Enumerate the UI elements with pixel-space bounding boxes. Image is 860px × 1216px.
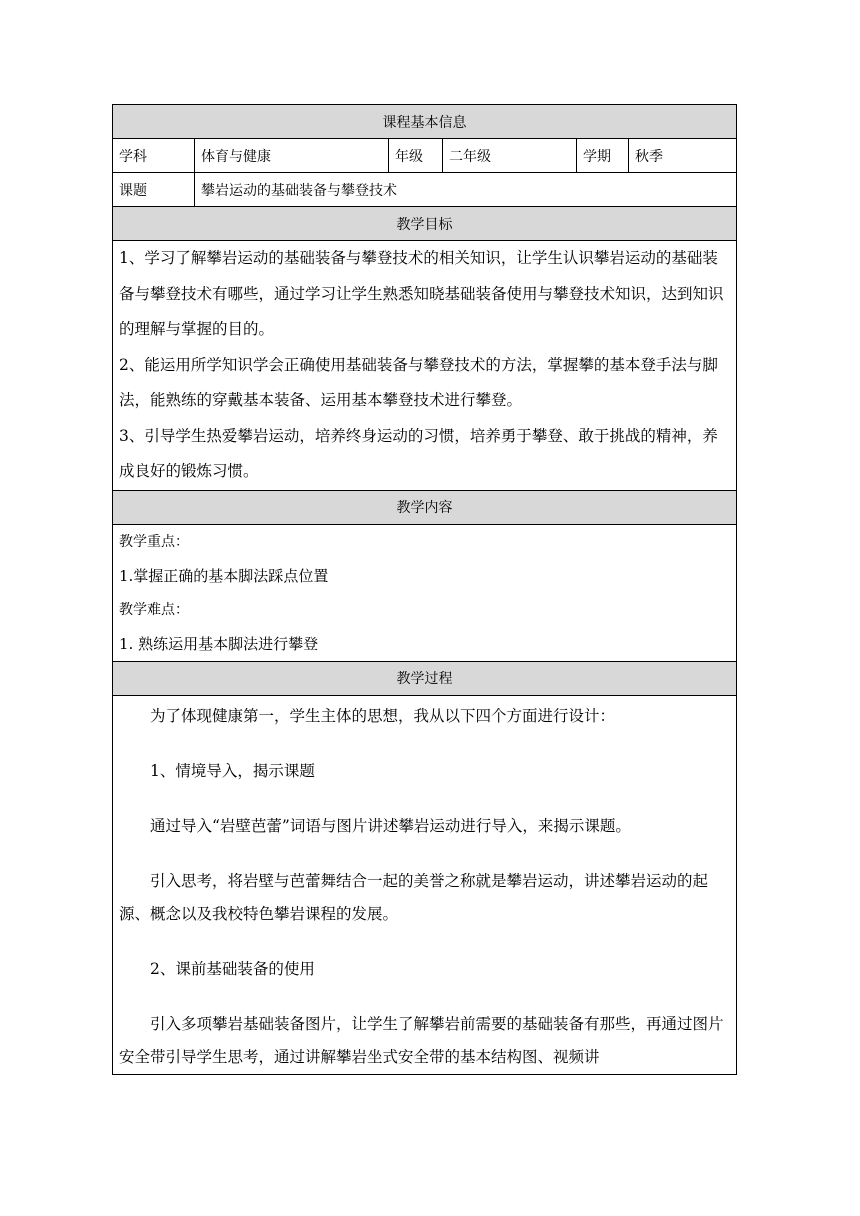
goal-item: 3、引导学生热爱攀岩运动，培养终身运动的习惯，培养勇于攀登、敢于挑战的精神，养成良好的锻炼习惯。 <box>119 426 718 480</box>
subject-label: 学科 <box>113 139 195 173</box>
goals-cell <box>113 241 737 491</box>
section-header-basic-info: 课程基本信息 <box>113 105 737 139</box>
section-header-content: 教学内容 <box>113 490 737 524</box>
process-paragraph: 通过导入“岩壁芭蕾”词语与图片讲述攀岩运动进行导入，来揭示课题。 <box>150 816 631 835</box>
grade-label: 年级 <box>389 139 443 173</box>
process-heading: 2、课前基础装备的使用 <box>150 959 315 978</box>
difficult-points-item: 1. 熟练运用基本脚法进行攀登 <box>119 634 319 653</box>
topic-value: 攀岩运动的基础装备与攀登技术 <box>195 173 737 207</box>
process-cell <box>113 695 737 1074</box>
lesson-plan-sheet <box>112 104 736 1075</box>
grade-value: 二年级 <box>443 139 577 173</box>
info-row <box>113 139 737 173</box>
goal-item: 1、学习了解攀岩运动的基础装备与攀登技术的相关知识，让学生认识攀岩运动的基础装备与攀登技术有哪些，通过学习让学生熟悉知晓基础装备使用与攀登技术知识，达到知识的理解与掌握的目的。 <box>119 249 724 338</box>
difficult-points-label: 教学难点： <box>119 601 189 618</box>
topic-row <box>113 173 737 207</box>
goal-item: 2、能运用所学知识学会正确使用基础装备与攀登技术的方法，掌握攀的基本登手法与脚法，能熟练的穿戴基本装备、运用基本攀登技术进行攀登。 <box>119 355 718 409</box>
subject-value: 体育与健康 <box>195 139 389 173</box>
process-paragraph: 引入思考，将岩壁与芭蕾舞结合一起的美誉之称就是攀岩运动，讲述攀岩运动的起源、概念以及我校特色攀岩课程的发展。 <box>119 871 709 923</box>
process-paragraph: 为了体现健康第一，学生主体的思想，我从以下四个方面进行设计： <box>150 706 616 725</box>
topic-label: 课题 <box>113 173 195 207</box>
process-heading: 1、情境导入，揭示课题 <box>150 761 315 780</box>
key-points-item: 1.掌握正确的基本脚法踩点位置 <box>119 566 329 585</box>
key-points-label: 教学重点： <box>119 533 189 550</box>
term-value: 秋季 <box>629 139 737 173</box>
process-paragraph: 引入多项攀岩基础装备图片，让学生了解攀岩前需要的基础装备有那些，再通过图片安全带引导学生思考，通过讲解攀岩坐式安全带的基本结构图、视频讲 <box>119 1014 724 1066</box>
term-label: 学期 <box>577 139 629 173</box>
section-header-process: 教学过程 <box>113 661 737 695</box>
lesson-plan-table <box>112 104 737 1075</box>
section-header-goals: 教学目标 <box>113 207 737 241</box>
content-cell <box>113 524 737 661</box>
